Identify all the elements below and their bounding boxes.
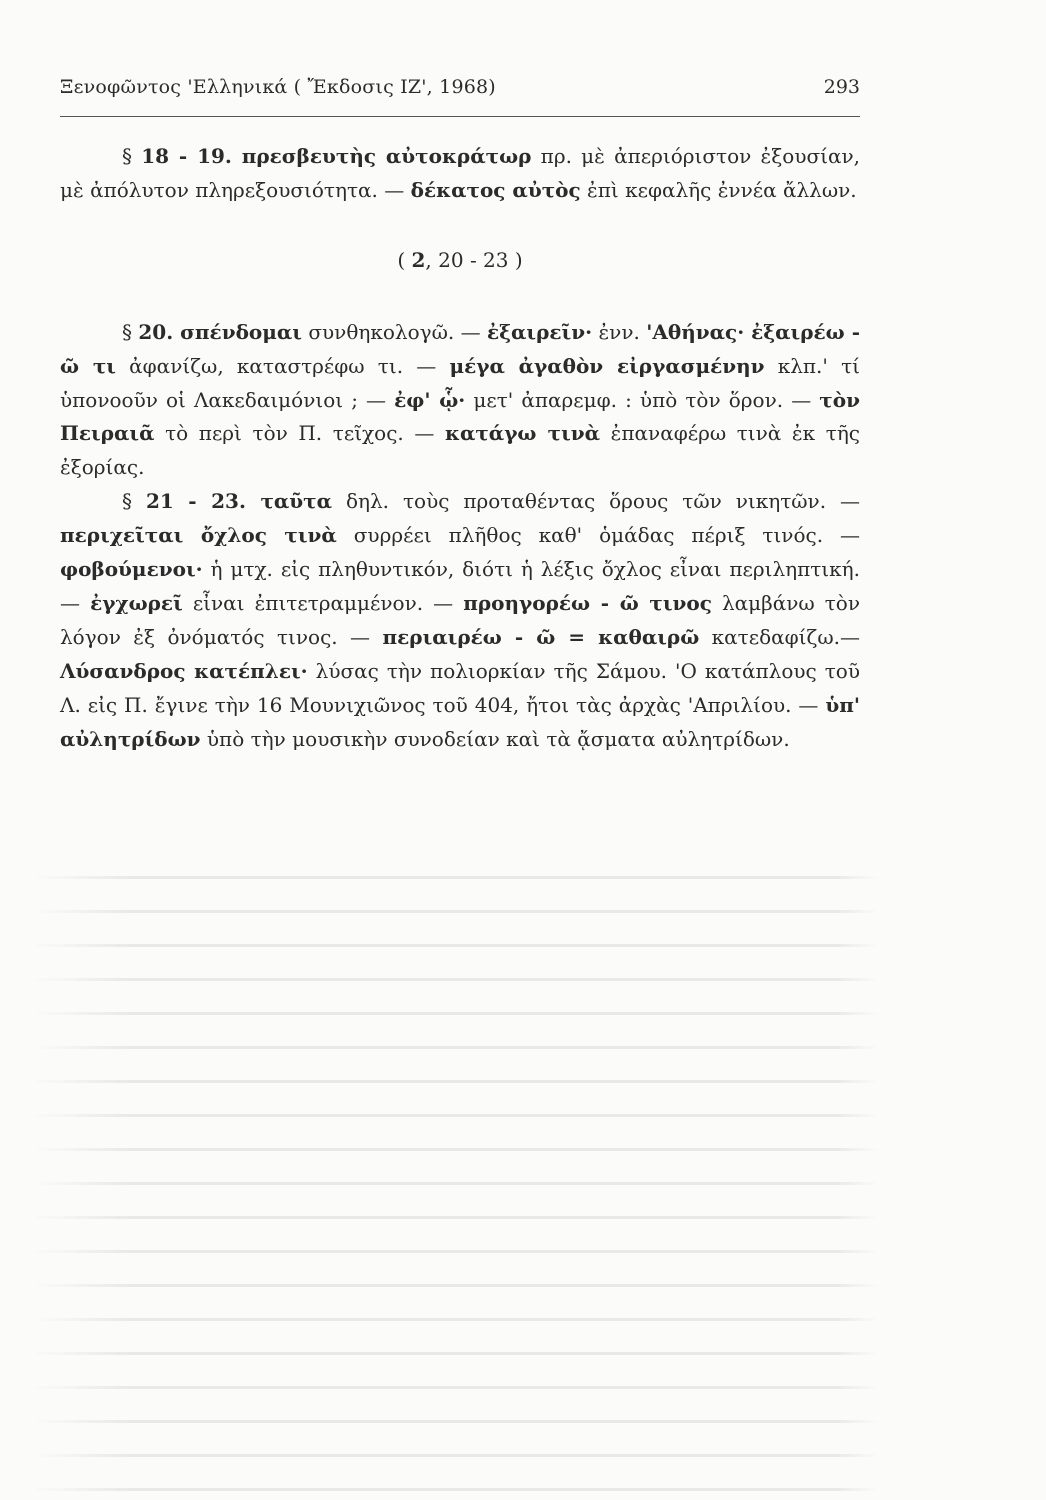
commentary-text [60, 140, 860, 757]
gloss-text: συνθηκολογῶ. — [301, 319, 487, 344]
bold-lemma: ἐγχωρεῖ [90, 590, 183, 615]
bold-lemma: ὑπ' αὐλητρίδων [60, 692, 860, 751]
bold-lemma: 2 [411, 247, 426, 272]
running-header [60, 68, 860, 106]
gloss-text: ἐπαναφέρω τινὰ ἐκ τῆς ἐξορίας. [60, 421, 861, 480]
paragraph-18-19 [60, 140, 860, 208]
bold-lemma: 18 - 19. πρεσβευτὴς αὐτοκράτωρ [141, 144, 532, 168]
bold-lemma: 20. σπένδομαι [138, 319, 302, 344]
gloss-text: ἐπὶ κεφαλῆς ἐννέα ἄλλων. [580, 177, 857, 202]
gloss-text: κατεδαφίζω.— [699, 624, 860, 649]
gloss-text: κλπ.' τί ὑπονοοῦν οἱ Λακεδαιμόνιοι ; — [60, 353, 861, 412]
bold-lemma: μέγα ἀγαθὸν εἰργασμένην [449, 353, 765, 378]
gloss-text: ὑπὸ τὴν μουσικὴν συνοδείαν καὶ τὰ ᾄσματα αὐλητρίδων. [200, 726, 790, 751]
gloss-text: μετ' ἀπαρεμφ. : ὑπὸ τὸν ὅρον. — [465, 387, 820, 412]
gloss-text: ( [397, 247, 412, 272]
gloss-text: , 20 - 23 ) [425, 247, 523, 272]
gloss-text: λαμβάνω τὸν λόγον ἐξ ὀνόματός τινος. — [60, 590, 860, 649]
paragraph-21-23 [60, 485, 860, 756]
page-number: 293 [823, 76, 860, 98]
gloss-text: εἶναι ἐπιτετραμμένον. — [182, 590, 464, 615]
bold-lemma: Λύσανδρος κατέπλει· [60, 658, 308, 683]
gloss-text: τὸ περὶ τὸν Π. τεῖχος. — [154, 421, 445, 446]
paragraph-20 [60, 316, 860, 486]
bold-lemma: 'Αθήνας· ἐξαιρέω - ῶ τι [60, 319, 861, 378]
gloss-text: πρ. μὲ ἀπεριόριστον ἐξουσίαν, μὲ ἀπόλυτον πληρεξουσιότητα. — [60, 144, 861, 202]
gloss-text: συρρέει πλῆθος καθ' ὁμάδας πέριξ τινός. — [336, 523, 861, 548]
bold-lemma: προηγορέω - ῶ τινος [463, 590, 712, 615]
bold-lemma: φοβούμενοι· [60, 557, 203, 582]
bold-lemma: δέκατος αὐτὸς [410, 177, 581, 202]
gloss-text: ἀφανίζω, καταστρέφω τι. — [115, 353, 450, 378]
header-rule [60, 116, 860, 117]
gloss-text: § [122, 319, 139, 344]
gloss-text: ἡ μτχ. εἰς πληθυντικόν, διότι ἡ λέξις ὄχλος εἶναι περιληπτική. — [60, 557, 860, 615]
gloss-text: § [122, 144, 142, 168]
show-through-texture [0, 860, 1046, 1500]
section-heading [60, 244, 860, 278]
bold-lemma: ἐξαιρεῖν· [487, 319, 593, 344]
gloss-text: ἐνν. [592, 319, 647, 344]
bold-lemma: τὸν Πειραιᾶ [60, 387, 860, 446]
bold-lemma: κατάγω τινὰ [444, 421, 601, 446]
bold-lemma: περιχεῖται ὄχλος τινὰ [60, 523, 337, 548]
running-title: Ξενοφῶντος 'Ελληνικά ( Ἔκδοσις ΙΖ', 1968) [60, 76, 496, 98]
bold-lemma: 21 - 23. ταῦτα [145, 489, 333, 514]
gloss-text: δηλ. τοὺς προταθέντας ὅρους τῶν νικητῶν. — [332, 489, 861, 514]
gloss-text: λύσας τὴν πολιορκίαν τῆς Σάμου. 'Ο κατάπλους τοῦ Λ. εἰς Π. ἔγινε τὴν 16 Μουνιχιῶνος τοῦ 404, ἤτοι τὰς ἀρχὰς 'Απριλίου. — [60, 658, 860, 717]
bold-lemma: ἐφ' ᾧ· [394, 387, 466, 412]
bold-lemma: περιαιρέω - ῶ = καθαιρῶ [382, 624, 700, 649]
gloss-text: § [122, 489, 146, 514]
